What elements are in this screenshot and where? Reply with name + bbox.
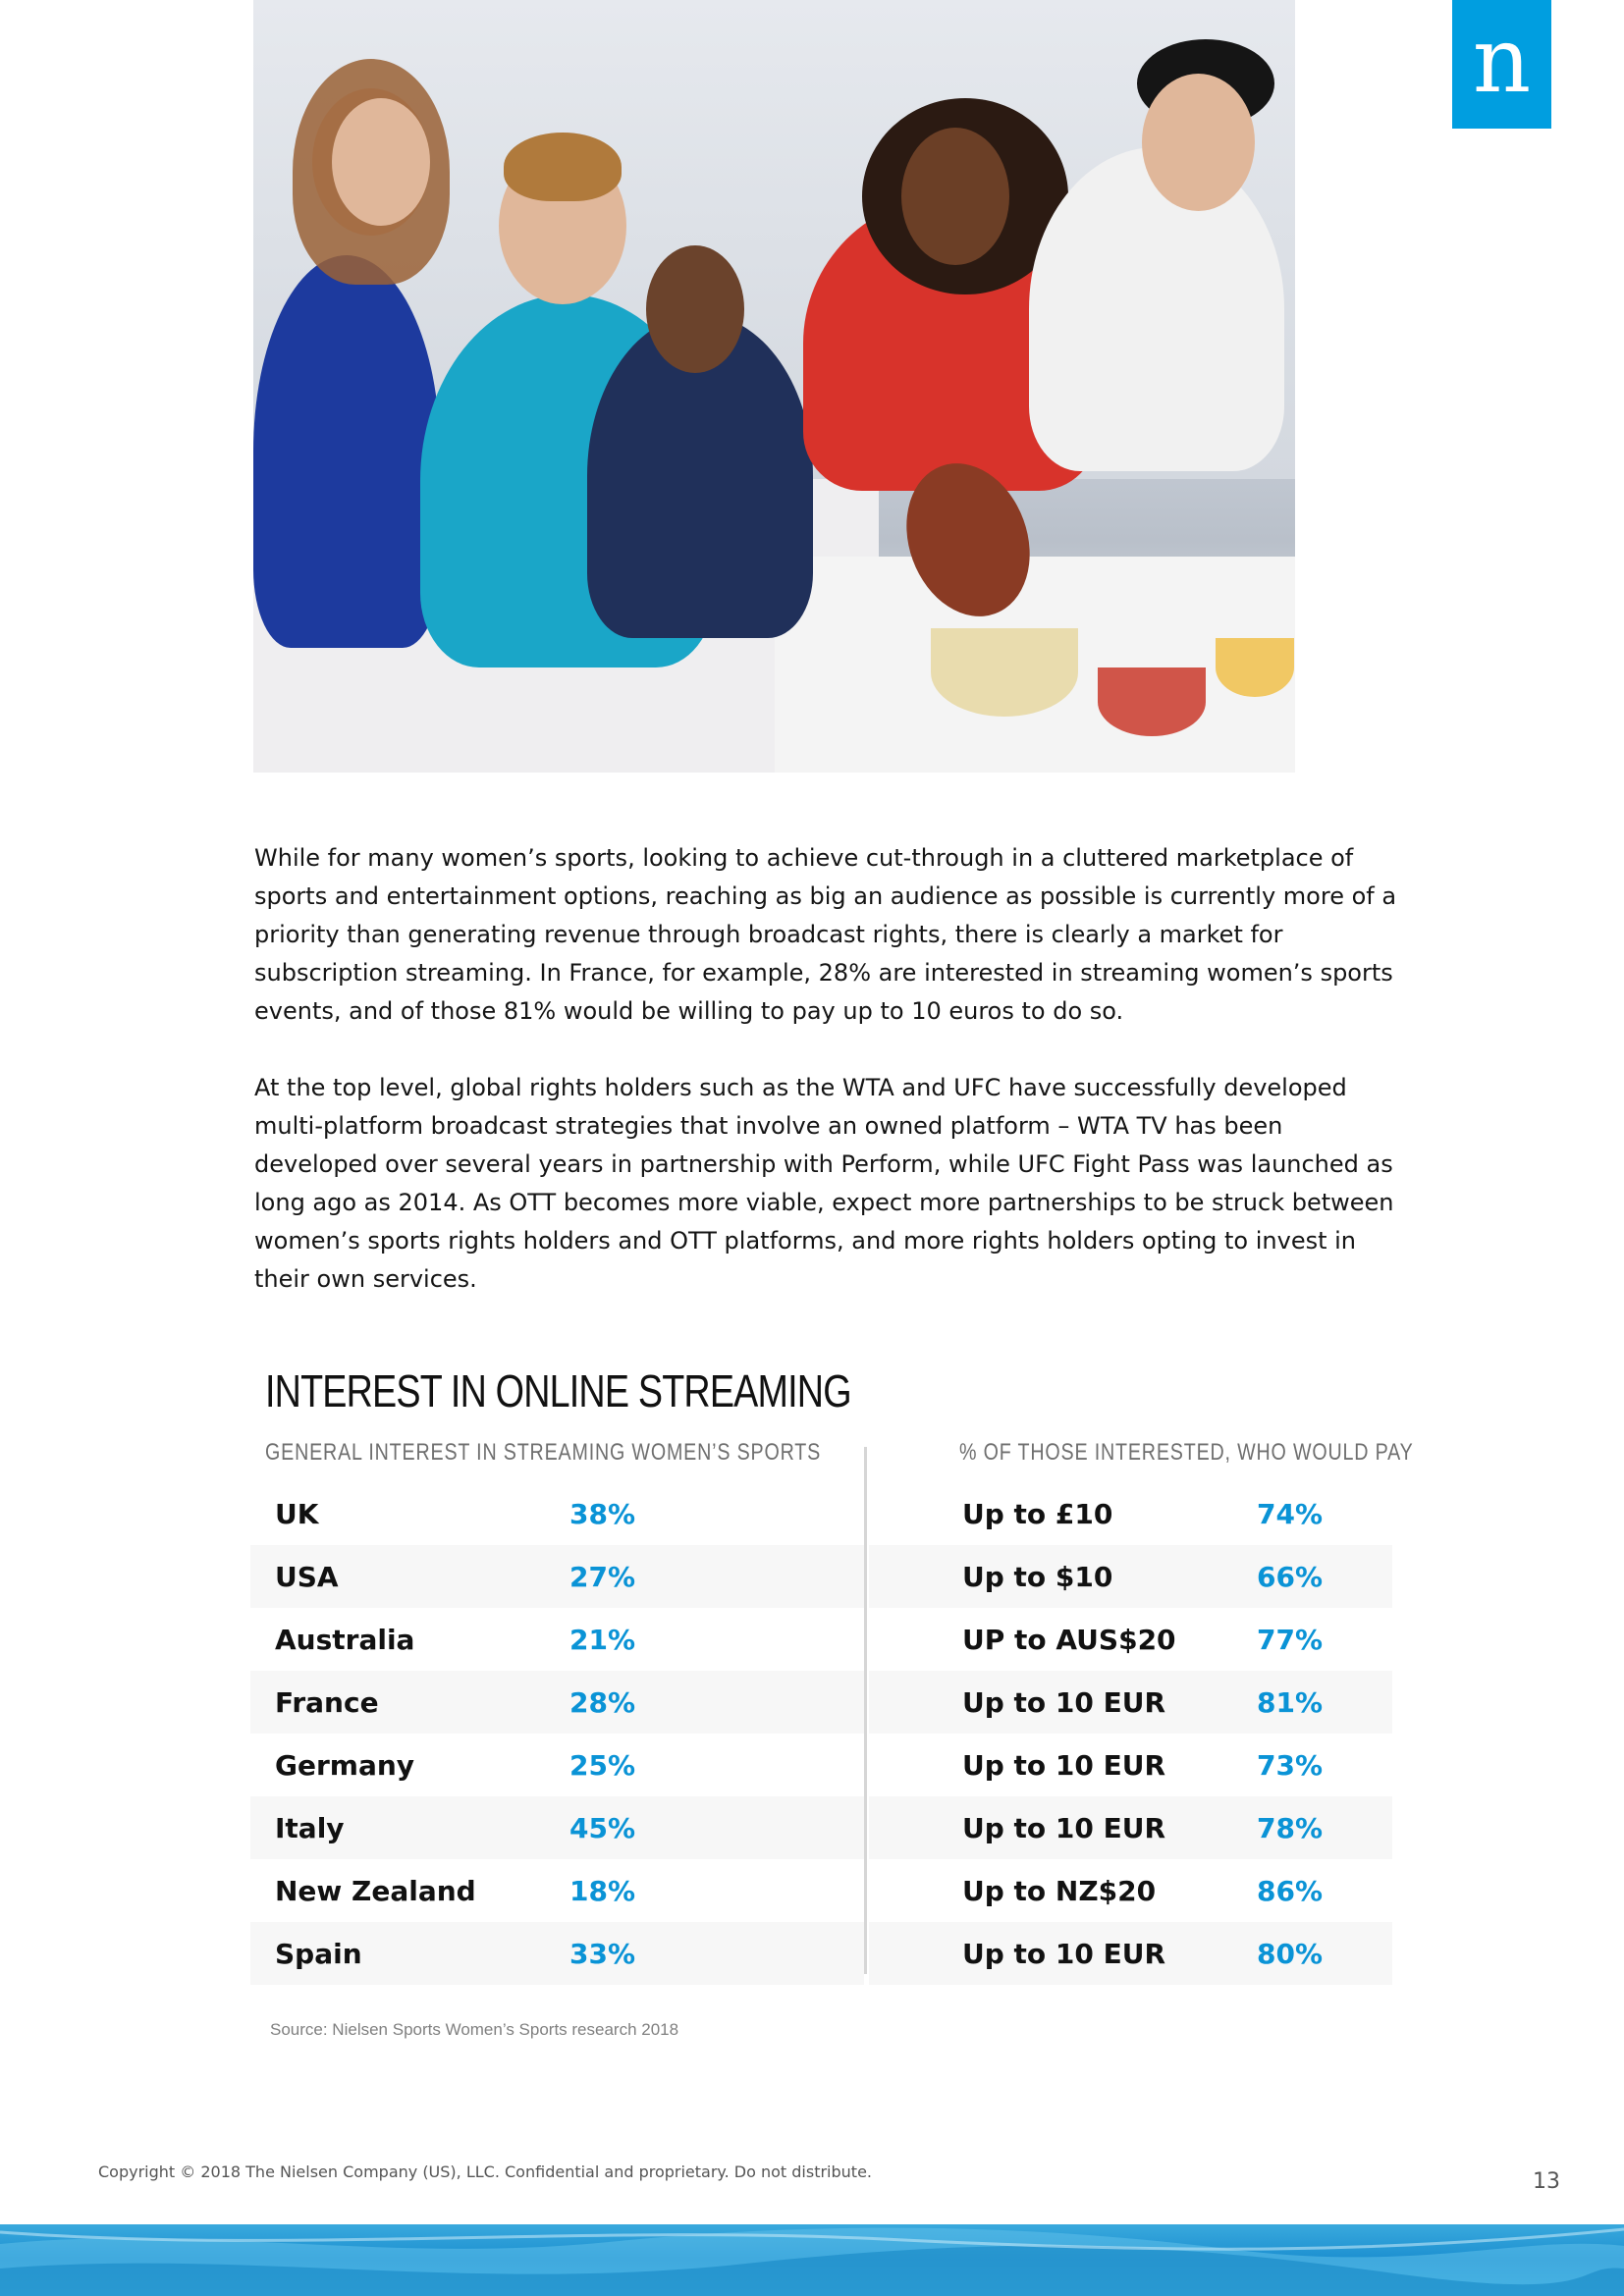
- table-row: [869, 1545, 1392, 1608]
- table-row: [250, 1608, 864, 1671]
- table-row: [869, 1734, 1392, 1796]
- country-label: Spain: [275, 1937, 362, 1970]
- source-note: Source: Nielsen Sports Women’s Sports research 2018: [270, 2020, 679, 2039]
- nielsen-logo-letter: n: [1472, 7, 1532, 113]
- interest-value: 38%: [569, 1497, 636, 1530]
- left-column-header: GENERAL INTEREST IN STREAMING WOMEN’S SPORTS: [265, 1439, 822, 1466]
- paragraph-2: At the top level, global rights holders such as the WTA and UFC have successfully developed multi-platform broadcast strategies that involve an owned platform – WTA TV has been developed over several years in partnership with Perform, while UFC Fight Pass was launched as long ago as 2014. As OTT becomes more viable, expect more partnerships to be struck between women’s sports rights holders and OTT platforms, and more rights holders opting to invest in their own services.: [254, 1074, 1394, 1293]
- interest-value: 21%: [569, 1623, 636, 1656]
- pay-label: Up to 10 EUR: [962, 1937, 1166, 1970]
- right-column-header: % OF THOSE INTERESTED, WHO WOULD PAY: [959, 1439, 1414, 1466]
- interest-value: 25%: [569, 1748, 636, 1782]
- pay-label: UP to AUS$20: [962, 1623, 1176, 1656]
- interest-value: 45%: [569, 1811, 636, 1844]
- table-row: [250, 1545, 864, 1608]
- pay-label: Up to $10: [962, 1560, 1113, 1593]
- pay-column: [869, 1482, 1392, 1985]
- table-row: [869, 1922, 1392, 1985]
- pay-label: Up to £10: [962, 1497, 1113, 1530]
- footer-wave-band: [0, 2224, 1624, 2296]
- sports-fans-photo: [253, 0, 1295, 773]
- pay-label: Up to 10 EUR: [962, 1748, 1166, 1782]
- country-label: Australia: [275, 1623, 415, 1656]
- table-row: [250, 1482, 864, 1545]
- pay-value: 78%: [1257, 1811, 1324, 1844]
- table-row: [869, 1796, 1392, 1859]
- interest-value: 28%: [569, 1685, 636, 1719]
- pay-value: 66%: [1257, 1560, 1324, 1593]
- copyright-notice: Copyright © 2018 The Nielsen Company (US), LLC. Confidential and proprietary. Do not distribute.: [98, 2163, 872, 2181]
- country-label: France: [275, 1685, 379, 1719]
- table-row: [869, 1482, 1392, 1545]
- pay-value: 81%: [1257, 1685, 1324, 1719]
- country-label: USA: [275, 1560, 339, 1593]
- country-label: Italy: [275, 1811, 345, 1844]
- table-row: [869, 1671, 1392, 1734]
- table-row: [869, 1859, 1392, 1922]
- country-label: UK: [275, 1497, 319, 1530]
- nielsen-logo: [1452, 0, 1551, 129]
- country-label: Germany: [275, 1748, 415, 1782]
- pay-value: 73%: [1257, 1748, 1324, 1782]
- table-row: [869, 1608, 1392, 1671]
- interest-column: [250, 1482, 864, 1985]
- interest-value: 27%: [569, 1560, 636, 1593]
- table-row: [250, 1859, 864, 1922]
- page-number: 13: [1533, 2169, 1560, 2194]
- table-row: [250, 1796, 864, 1859]
- pay-value: 77%: [1257, 1623, 1324, 1656]
- pay-label: Up to 10 EUR: [962, 1811, 1166, 1844]
- pay-value: 86%: [1257, 1874, 1324, 1907]
- table-title: INTEREST IN ONLINE STREAMING: [265, 1365, 851, 1416]
- column-divider: [864, 1447, 867, 1974]
- paragraph-1: While for many women’s sports, looking to achieve cut-through in a cluttered marketplace of sports and entertainment options, reaching as big an audience as possible is currently more of a priority than generating revenue through broadcast rights, there is clearly a market for subscription streaming. In France, for example, 28% are interested in streaming women’s sports events, and of those 81% would be willing to pay up to 10 euros to do so.: [254, 844, 1397, 1025]
- country-label: New Zealand: [275, 1874, 476, 1907]
- pay-value: 74%: [1257, 1497, 1324, 1530]
- pay-label: Up to 10 EUR: [962, 1685, 1166, 1719]
- table-row: [250, 1922, 864, 1985]
- pay-value: 80%: [1257, 1937, 1324, 1970]
- interest-value: 18%: [569, 1874, 636, 1907]
- table-row: [250, 1671, 864, 1734]
- pay-label: Up to NZ$20: [962, 1874, 1157, 1907]
- interest-value: 33%: [569, 1937, 636, 1970]
- table-row: [250, 1734, 864, 1796]
